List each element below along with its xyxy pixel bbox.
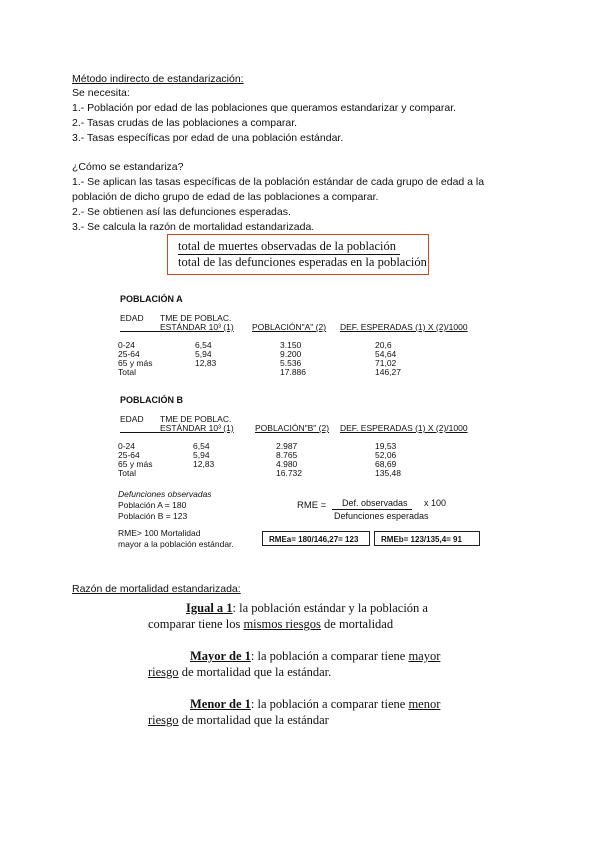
igual-key: Igual a 1 (186, 601, 233, 615)
how-question: ¿Cómo se estandariza? (72, 161, 184, 173)
list-item: 2.- Tasas crudas de las poblaciones a comparar. (72, 117, 298, 129)
pop-a-title: POBLACIÓN A (120, 294, 183, 304)
table-cell: 25-64 (118, 349, 140, 359)
table-cell: 146,27 (375, 367, 401, 377)
header-rule (120, 323, 160, 332)
mayor-text-2b: de mortalidad que la estándar. (178, 665, 332, 679)
how-line: población de dicho grupo de edad de las poblaciones a comparar. (72, 191, 379, 203)
table-cell: 6,54 (193, 441, 210, 451)
table-cell: 19,53 (375, 441, 397, 451)
table-cell: 20,6 (375, 340, 392, 350)
table-cell: 65 y más (118, 358, 153, 368)
table-cell: Total (118, 367, 136, 377)
table-cell: 9.200 (280, 349, 302, 359)
table-cell: 2.987 (276, 441, 298, 451)
table-cell: 52,06 (375, 450, 397, 460)
igual-text-2a: comparar tiene los (148, 617, 244, 631)
needs-label: Se necesita: (72, 87, 130, 99)
table-cell: Total (118, 468, 136, 478)
mayor-text-u: mayor (408, 649, 441, 663)
rme-numerator: Def. observadas (332, 498, 412, 510)
table-cell: 5.536 (280, 358, 302, 368)
pop-a-header-edad: EDAD (120, 313, 144, 323)
table-cell: 12,83 (195, 358, 217, 368)
rme-denominator: Defunciones esperadas (334, 511, 429, 521)
pop-b-header-tme: TME DE POBLAC. (160, 414, 232, 424)
table-cell: 17.886 (280, 367, 306, 377)
pop-a-header-pob: POBLACIÓN"A" (2) (252, 322, 327, 332)
igual-line-2 (148, 615, 393, 633)
how-line: 3.- Se calcula la razón de mortalidad estandarizada. (72, 221, 315, 233)
observed-b: Población B = 123 (118, 511, 188, 521)
menor-line-2 (148, 711, 329, 729)
section-heading-metodo: Método indirecto de estandarización: (72, 73, 244, 85)
table-cell: 0-24 (118, 340, 136, 350)
mayor-line-2 (148, 663, 331, 681)
menor-text-u: menor (408, 697, 441, 711)
table-cell: 16.732 (276, 468, 302, 478)
menor-key: Menor de 1 (190, 697, 251, 711)
observed-a: Población A = 180 (118, 500, 187, 510)
pop-a-header-def: DEF. ESPERADAS (1) X (2)/1000 (340, 322, 468, 332)
pop-b-title: POBLACIÓN B (120, 395, 183, 405)
pop-b-header-def: DEF. ESPERADAS (1) X (2)/1000 (340, 423, 468, 433)
menor-text-2b: de mortalidad que la estándar (178, 713, 329, 727)
rme-times: x 100 (424, 498, 447, 508)
mayor-key: Mayor de 1 (190, 649, 251, 663)
table-cell: 25-64 (118, 450, 140, 460)
rme-formula-box (167, 234, 429, 275)
pop-b-header-estandar: ESTÁNDAR 10³ (1) (160, 423, 234, 433)
mayor-text-2u: riesgo (148, 665, 179, 679)
table-cell: 12,83 (193, 459, 215, 469)
igual-text-2b: de mortalidad (320, 617, 394, 631)
table-cell: 4.980 (276, 459, 298, 469)
observed-title: Defunciones observadas (118, 489, 212, 499)
menor-text-2u: riesgo (148, 713, 179, 727)
how-line: 1.- Se aplican las tasas específicas de la población estándar de cada grupo de edad a la (72, 176, 485, 188)
table-cell: 3.150 (280, 340, 302, 350)
table-cell: 0-24 (118, 441, 136, 451)
table-cell: 54,64 (375, 349, 397, 359)
table-cell: 65 y más (118, 459, 153, 469)
header-rule (120, 424, 160, 433)
table-cell: 5,94 (193, 450, 210, 460)
rme-label: RME = (297, 500, 327, 511)
list-item: 1.- Población por edad de las poblaciones que queramos estandarizar y comparar. (72, 102, 457, 114)
table-cell: 135,48 (375, 468, 401, 478)
rme-b-box: RMEb= 123/135,4= 91 (374, 531, 480, 546)
table-cell: 68,69 (375, 459, 397, 469)
list-item: 3.- Tasas específicas por edad de una población estándar. (72, 132, 344, 144)
igual-text: : la población estándar y la población a (232, 601, 428, 615)
igual-text-2u: mismos riesgos (243, 617, 321, 631)
pop-b-header-edad: EDAD (120, 414, 144, 424)
pop-a-header-tme: TME DE POBLAC. (160, 313, 232, 323)
table-cell: 8.765 (276, 450, 298, 460)
table-cell: 5,94 (195, 349, 212, 359)
section-heading-razon: Razón de mortalidad estandarizada: (72, 583, 241, 595)
formula-denominator: total de las defunciones esperadas en la población (178, 255, 427, 269)
mayor-text: : la población a comparar tiene (250, 649, 409, 663)
pop-b-header-pob: POBLACIÓN"B" (2) (255, 423, 330, 433)
formula-numerator: total de muertes observadas de la población (178, 239, 400, 255)
how-line: 2.- Se obtienen así las defunciones esperadas. (72, 206, 291, 218)
table-cell: 71,02 (375, 358, 397, 368)
pop-a-header-estandar: ESTÁNDAR 10³ (1) (160, 322, 234, 332)
table-cell: 6,54 (195, 340, 212, 350)
rme-note-2: mayor a la población estándar. (118, 539, 234, 549)
rme-note-1: RME> 100 Mortalidad (118, 528, 201, 538)
rme-a-box: RMEa= 180/146,27= 123 (262, 531, 370, 546)
menor-text: : la población a comparar tiene (250, 697, 409, 711)
